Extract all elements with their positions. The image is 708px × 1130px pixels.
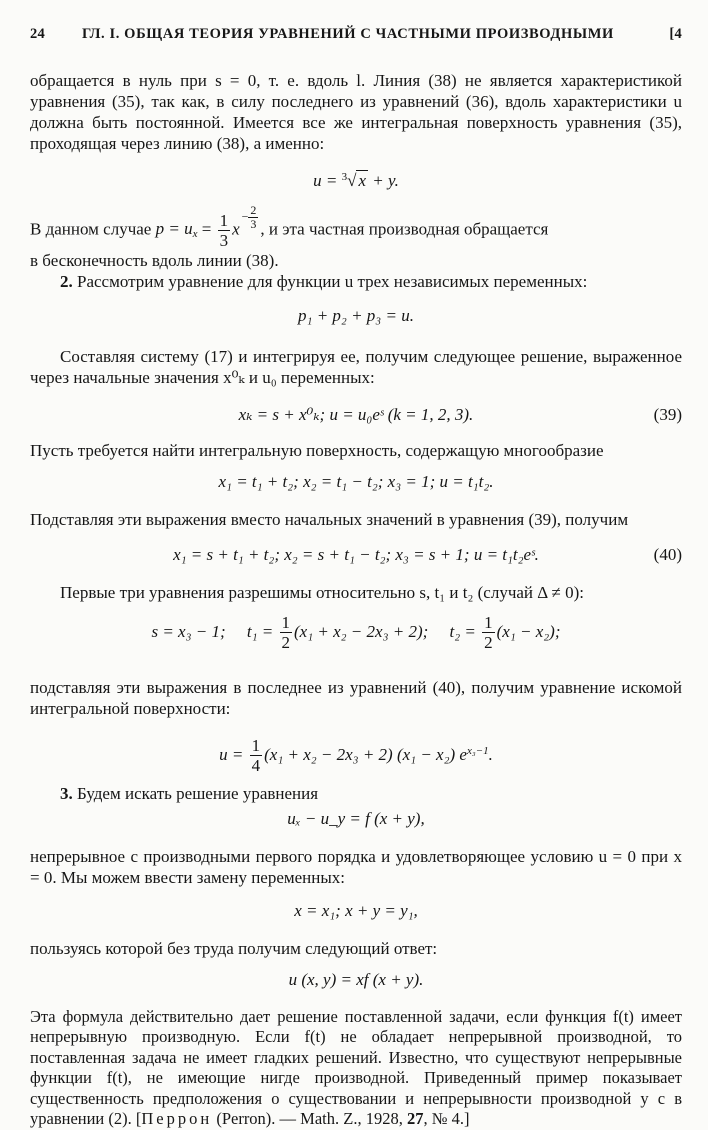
- running-title: ГЛ. I. ОБЩАЯ ТЕОРИЯ УРАВНЕНИЙ С ЧАСТНЫМИ ПРОИЗВОДНЫМИ: [82, 26, 614, 42]
- p3-text: Рассмотрим уравнение для функции u трех независимых переменных:: [77, 271, 588, 291]
- paragraph-6: Подставляя эти выражения вместо начальных значений в уравнения (39), получим: [30, 509, 629, 529]
- paragraph-10: непрерывное с производными первого порядка и удовлетворяющее условию u = 0 при x = 0. Мы можем ввести замену переменных:: [30, 846, 682, 887]
- eq-t2-num: 1: [484, 613, 493, 633]
- exponent-fraction: − $\frac{2}{3}$: [241, 203, 257, 231]
- p2-exp-den: 3: [250, 217, 257, 231]
- p2-lead: В данном случае: [30, 219, 152, 239]
- eq-surface-lhs: u =: [219, 744, 248, 764]
- eq-surface-num: 1: [251, 736, 261, 756]
- eq-surface-exp: x₃−1: [466, 744, 489, 757]
- eq-surface-den: 4: [251, 756, 261, 776]
- eq1-lhs: u =: [313, 171, 338, 190]
- equation-pde: uₓ − u_y = f (x + y),: [287, 808, 425, 828]
- equation-cube-root: [30, 162, 682, 192]
- equation-surface: [30, 727, 682, 775]
- book-page: [30, 22, 682, 1130]
- eq-t2-den: 2: [484, 633, 493, 653]
- p2-exp-num: 2: [250, 203, 257, 217]
- section-number: [4: [669, 26, 682, 42]
- page-header: [30, 22, 682, 46]
- paragraph-3: [30, 271, 682, 292]
- radicand: x: [358, 171, 367, 190]
- eq40-number: (40): [653, 544, 682, 564]
- fraction-one-third: [218, 211, 231, 250]
- root-index: 3: [341, 171, 348, 183]
- paragraph-7: Первые три уравнения разрешимы относительно s, t₁ и t₂ (случай Δ ≠ 0):: [60, 582, 584, 602]
- paragraph-4: Составляя систему (17) и интегрируя ее, получим следующее решение, выраженное через начальные значения x⁰ₖ и u₀ переменных:: [30, 346, 682, 387]
- equation-39: [30, 402, 682, 428]
- p2-tail: , и эта частная производная обращается: [260, 219, 549, 239]
- eq1-tail: + y.: [372, 171, 399, 190]
- equation-solve-s-t: [30, 609, 682, 655]
- p2-frac-den: 3: [219, 230, 229, 250]
- eq-t1-den: 2: [281, 633, 291, 653]
- paragraph-2: [30, 204, 682, 250]
- p2-sub: x: [192, 228, 198, 241]
- item-number-2: 2.: [60, 271, 73, 291]
- radical-sign: $^3$√: [341, 171, 357, 190]
- p2-x: x: [232, 219, 240, 239]
- p12-main: Эта формула действительно дает решение поставленной задачи, если функция f(t) имеет непрерывную производную. Если f(t) не обладает непрерывной производной, то поставленная задача не имеет гладких решений. Известно, что существуют непрерывные функции f(t), не имеющие нигде производной. Приведенный пример показывает существенность предположения о существовании и непрерывности производной у c в уравнении (2). [: [30, 1006, 682, 1129]
- eq-t1-num: 1: [281, 613, 291, 633]
- p12-end: , № 4.]: [423, 1109, 470, 1129]
- p2-expr: p = u: [155, 219, 193, 239]
- p12-tail: (Perron). — Math. Z., 1928,: [216, 1109, 407, 1129]
- equation-sum-p: p₁ + p₂ + p₃ = u.: [298, 305, 414, 325]
- eq-t2-lhs: t₂ =: [449, 621, 481, 641]
- paragraph-9: [30, 783, 682, 804]
- p12-volume: 27: [406, 1109, 424, 1129]
- p9-text: Будем искать решение уравнения: [77, 783, 319, 803]
- eq39-number: (39): [653, 404, 682, 424]
- fraction-half-1: [280, 613, 293, 652]
- page-number: 24: [30, 26, 46, 42]
- p12-author: Перрон: [141, 1109, 213, 1129]
- equation-substitution: x = x₁; x + y = y₁,: [294, 900, 418, 920]
- paragraph-11: пользуясь которой без труда получим следующий ответ:: [30, 938, 438, 958]
- paragraph-1: обращается в нуль при s = 0, т. е. вдоль l. Линия (38) не является характеристикой уравнения (35), так как, в силу последнего из уравнений (36), вдоль характеристики u должна быть постоянной. Имеется все же интегральная поверхность уравнения (35), проходящая через линию (38), а именно:: [30, 71, 682, 153]
- equation-40: [30, 542, 682, 568]
- paragraph-12: [30, 1007, 682, 1130]
- p2-eqsign: =: [197, 219, 216, 239]
- eq40-body: x₁ = s + t₁ + t₂; x₂ = s + t₁ − t₂; x₃ = s + 1; u = t₁t₂eˢ.: [173, 544, 539, 564]
- eq-surface-rhs: (x₁ + x₂ − 2x₃ + 2) (x₁ − x₂) e: [264, 744, 467, 764]
- paragraph-2b: в бесконечность вдоль линии (38).: [30, 250, 279, 270]
- fraction-half-2: [482, 613, 495, 652]
- eq-t2-rhs: (x₁ − x₂);: [496, 621, 561, 641]
- p2-frac-num: 1: [219, 210, 229, 230]
- eq-t1-lhs: t₁ =: [246, 621, 278, 641]
- equation-manifold: x₁ = t₁ + t₂; x₂ = t₁ − t₂; x₃ = 1; u = t₁t₂.: [218, 471, 494, 491]
- equation-answer: u (x, y) = xf (x + y).: [288, 969, 424, 989]
- eq-t1-rhs: (x₁ + x₂ − 2x₃ + 2);: [294, 621, 429, 641]
- fraction-quarter: [250, 736, 263, 775]
- eq-surface-end: .: [488, 744, 493, 764]
- paragraph-5: Пусть требуется найти интегральную поверхность, содержащую многообразие: [30, 440, 604, 460]
- eq39-body: xₖ = s + x⁰ₖ; u = u₀eˢ (k = 1, 2, 3).: [238, 404, 474, 424]
- eq-s: s = x₃ − 1;: [151, 621, 226, 641]
- item-number-3: 3.: [60, 783, 73, 803]
- paragraph-8: подставляя эти выражения в последнее из уравнений (40), получим уравнение искомой интегральной поверхности:: [30, 677, 682, 718]
